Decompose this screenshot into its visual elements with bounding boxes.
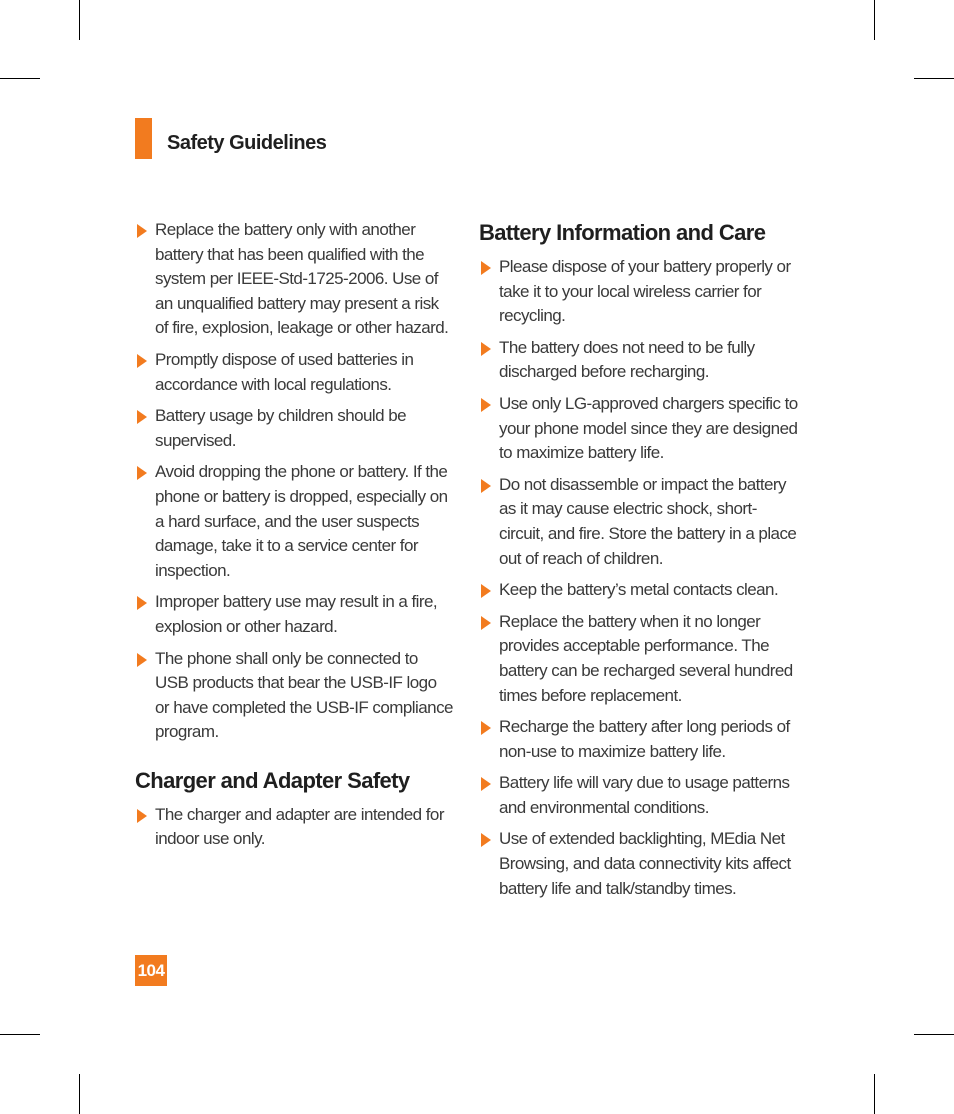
list-item: The charger and adapter are intended for indoor use only. <box>135 803 453 852</box>
bullet-arrow-icon <box>137 354 147 368</box>
list-item: Avoid dropping the phone or battery. If the phone or battery is dropped, especially on a hard surface, and the user suspects damage, take it to a service center for inspection. <box>135 460 453 583</box>
list-item: Replace the battery when it no longer provides acceptable performance. The battery can be recharged several hundred times before replacement. <box>479 610 799 708</box>
bullet-arrow-icon <box>137 466 147 480</box>
list-item: Battery life will vary due to usage patterns and environmental conditions. <box>479 771 799 820</box>
list-item: Battery usage by children should be supervised. <box>135 404 453 453</box>
list-item: Replace the battery only with another battery that has been qualified with the system per IEEE-Std-1725-2006. Use of an unqualified battery may present a risk of fire, explosion, leakage or other hazard. <box>135 218 453 341</box>
crop-mark <box>874 1074 875 1114</box>
list-item: Do not disassemble or impact the battery as it may cause electric shock, short-circuit, and fire. Store the battery in a place out of reach of children. <box>479 473 799 571</box>
safety-bullet-list <box>135 218 453 745</box>
crop-mark <box>79 1074 80 1114</box>
battery-bullet-list <box>479 255 799 901</box>
bullet-arrow-icon <box>481 342 491 356</box>
list-item: Please dispose of your battery properly or take it to your local wireless carrier for recycling. <box>479 255 799 329</box>
list-item: Promptly dispose of used batteries in accordance with local regulations. <box>135 348 453 397</box>
bullet-arrow-icon <box>481 584 491 598</box>
bullet-arrow-icon <box>137 410 147 424</box>
list-item: Recharge the battery after long periods of non-use to maximize battery life. <box>479 715 799 764</box>
crop-mark <box>874 0 875 40</box>
page-number-badge: 104 <box>135 955 167 986</box>
bullet-arrow-icon <box>137 653 147 667</box>
bullet-arrow-icon <box>481 833 491 847</box>
bullet-arrow-icon <box>137 596 147 610</box>
bullet-arrow-icon <box>481 616 491 630</box>
right-column <box>479 218 799 908</box>
list-item: The phone shall only be connected to USB products that bear the USB-IF logo or have completed the USB-IF compliance program. <box>135 647 453 745</box>
crop-mark <box>914 1034 954 1035</box>
page-header-title: Safety Guidelines <box>167 132 327 154</box>
list-item: The battery does not need to be fully discharged before recharging. <box>479 336 799 385</box>
bullet-arrow-icon <box>481 777 491 791</box>
crop-mark <box>0 78 40 79</box>
list-item: Use of extended backlighting, MEdia Net Browsing, and data connectivity kits affect battery life and talk/standby times. <box>479 827 799 901</box>
list-item: Use only LG-approved chargers specific to your phone model since they are designed to maximize battery life. <box>479 392 799 466</box>
charger-safety-heading: Charger and Adapter Safety <box>135 767 410 793</box>
bullet-arrow-icon <box>481 721 491 735</box>
header-accent-bar <box>135 118 152 159</box>
bullet-arrow-icon <box>137 809 147 823</box>
bullet-arrow-icon <box>137 224 147 238</box>
battery-info-heading: Battery Information and Care <box>479 220 766 245</box>
crop-mark <box>914 78 954 79</box>
list-item: Improper battery use may result in a fire, explosion or other hazard. <box>135 590 453 639</box>
list-item: Keep the battery’s metal contacts clean. <box>479 578 799 603</box>
crop-mark <box>79 0 80 40</box>
left-column <box>135 218 453 859</box>
bullet-arrow-icon <box>481 398 491 412</box>
crop-mark <box>0 1034 40 1035</box>
charger-bullet-list <box>135 803 453 852</box>
bullet-arrow-icon <box>481 479 491 493</box>
bullet-arrow-icon <box>481 261 491 275</box>
